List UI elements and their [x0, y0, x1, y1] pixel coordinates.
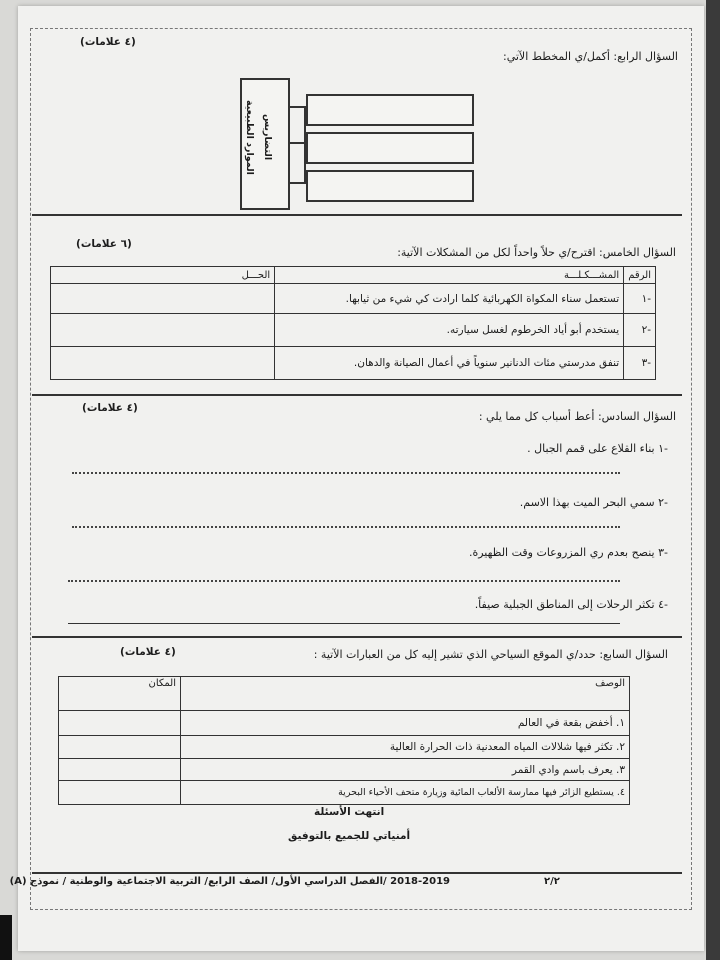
q5-header-problem: المشـــكـلـــة — [275, 267, 624, 284]
map-blank-box-2[interactable] — [306, 132, 474, 164]
section-divider-1 — [32, 214, 682, 216]
table-row — [51, 347, 656, 380]
q7-header-place: المكان — [59, 677, 181, 711]
section-divider-2 — [32, 394, 682, 396]
q5-header-row — [51, 267, 656, 284]
table-row — [59, 711, 630, 736]
q7-header-row — [59, 677, 630, 711]
q5-row-problem: تستعمل سناء المكواة الكهربائية كلما ارادت كي شيء من ثيابها. — [275, 284, 624, 314]
q5-row-num: -٣ — [624, 347, 656, 380]
map-main-sublabel: التضاريس — [262, 114, 273, 161]
q6-answer-line-3[interactable] — [68, 580, 620, 582]
q7-table — [58, 676, 630, 805]
q7-row-desc: ٤. يستطيع الزائر فيها ممارسة الألعاب المائية وزيارة متحف الأحياء البحرية — [181, 781, 630, 805]
q5-marks: (٦ علامات) — [76, 238, 132, 250]
q7-header-desc: الوصف — [181, 677, 630, 711]
q7-row-place-cell[interactable] — [59, 736, 181, 759]
table-row — [51, 284, 656, 314]
map-main-box — [240, 78, 290, 210]
q5-row-solution-cell[interactable] — [51, 314, 275, 347]
table-row — [51, 314, 656, 347]
section-divider-3 — [32, 636, 682, 638]
map-main-label: الموارد الطبيعية — [244, 100, 255, 175]
q6-item-1: -١ بناء القلاع على قمم الجبال . — [527, 442, 668, 455]
q5-row-problem: يستخدم أبو أياد الخرطوم لغسل سيارته. — [275, 314, 624, 347]
table-row — [59, 759, 630, 781]
q7-row-desc: ٣. يعرف باسم وادي القمر — [181, 759, 630, 781]
q5-row-num: -١ — [624, 284, 656, 314]
q6-answer-line-4[interactable] — [68, 623, 620, 624]
q5-table — [50, 266, 656, 380]
q6-item-4: -٤ تكثر الرحلات إلى المناطق الجبلية صيفاً. — [474, 598, 668, 611]
table-row — [59, 781, 630, 805]
map-blank-box-1[interactable] — [306, 94, 474, 126]
scan-edge-shadow — [0, 915, 12, 960]
q6-marks: (٤ علامات) — [82, 402, 138, 414]
q7-marks: (٤ علامات) — [120, 646, 176, 658]
q5-row-solution-cell[interactable] — [51, 284, 275, 314]
q6-item-3: -٣ ينصح بعدم ري المزروعات وقت الظهيرة. — [468, 546, 668, 559]
q7-row-place-cell[interactable] — [59, 781, 181, 805]
q7-title: السؤال السابع: حدد/ي الموقع السياحي الذي تشير إليه كل من العبارات الآتية : — [313, 648, 668, 661]
q5-row-solution-cell[interactable] — [51, 347, 275, 380]
q7-row-place-cell[interactable] — [59, 759, 181, 781]
footer-info: 2018-2019 /الفصل الدراسي الأول/ الصف الرابع/ التربية الاجتماعية والوطنية / نموذج (A) — [9, 876, 450, 887]
map-blank-box-3[interactable] — [306, 170, 474, 202]
q6-title: السؤال السادس: أعط أسباب كل مما يلي : — [478, 410, 676, 423]
q5-header-num: الرقم — [624, 267, 656, 284]
q7-row-place-cell[interactable] — [59, 711, 181, 736]
footer-rule — [32, 872, 682, 874]
q5-row-num: -٢ — [624, 314, 656, 347]
q4-marks: (٤ علامات) — [80, 36, 136, 48]
q6-answer-line-2[interactable] — [72, 526, 620, 528]
exam-page — [9, 6, 704, 951]
q6-answer-line-1[interactable] — [72, 472, 620, 474]
q5-header-solution: الحـــل — [51, 267, 275, 284]
page-number: ٢/٢ — [544, 876, 560, 887]
q4-title: السؤال الرابع: أكمل/ي المخطط الآتي: — [503, 50, 678, 63]
q5-title: السؤال الخامس: اقترح/ي حلاً واحداً لكل من المشكلات الآتية: — [397, 246, 676, 259]
closing-wishes: أمنياتي للجميع بالتوفيق — [288, 830, 411, 842]
q6-item-2: -٢ سمي البحر الميت بهذا الاسم. — [519, 496, 668, 509]
q7-row-desc: ١. أخفض بقعة في العالم — [181, 711, 630, 736]
q7-row-desc: ٢. تكثر فيها شلالات المياه المعدنية ذات الحرارة العالية — [181, 736, 630, 759]
q5-row-problem: تنفق مدرستي مئات الدنانير سنوياً في أعمال الصيانة والدهان. — [275, 347, 624, 380]
end-of-questions: انتهت الأسئلة — [314, 806, 385, 818]
scan-right-shadow — [706, 0, 720, 960]
table-row — [59, 736, 630, 759]
